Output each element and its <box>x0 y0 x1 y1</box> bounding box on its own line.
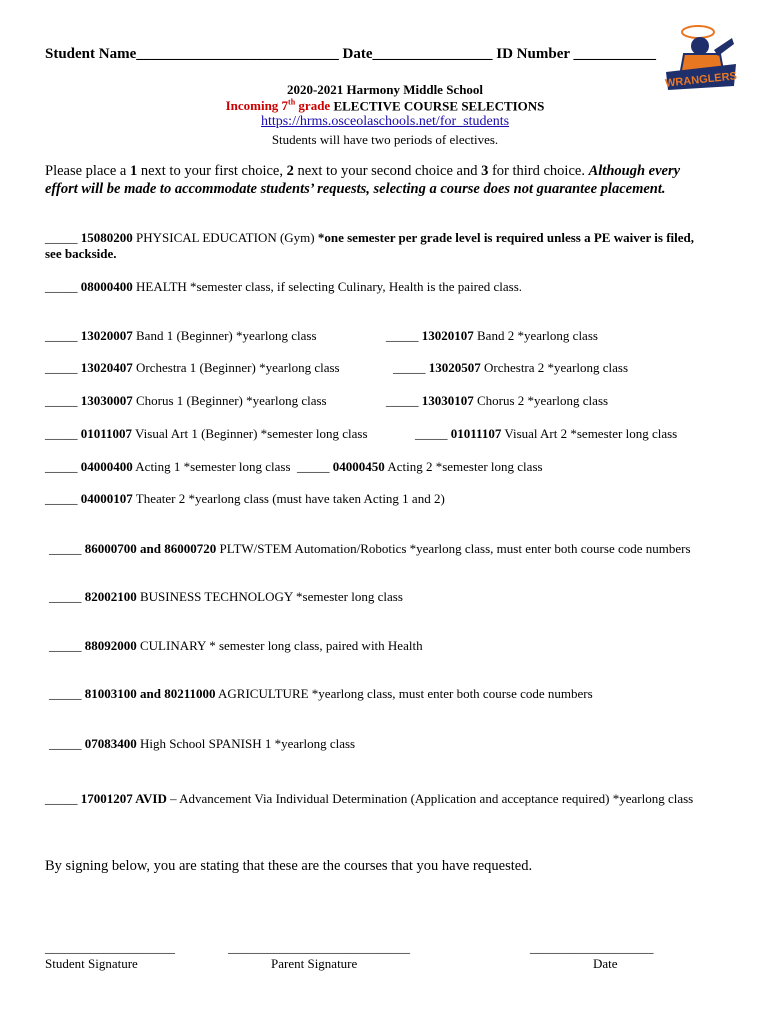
course-agriculture: _____ 81003100 and 80211000 AGRICULTURE *yearlong class, must enter both course code numbers <box>49 686 593 701</box>
course-chorus2: _____ 13030107 Chorus 2 *yearlong class <box>386 393 609 408</box>
date-signature-line[interactable]: ___________________ <box>530 940 654 955</box>
course-theater: _____ 04000107 Theater 2 *yearlong class (must have taken Acting 1 and 2) <box>45 491 445 506</box>
incoming-prefix: Incoming 7 <box>225 98 289 114</box>
choice-blank[interactable]: _____ <box>297 459 330 474</box>
course-avid: _____ 17001207 AVID – Advancement Via Individual Determination (Application and acceptance required) *yearlong class <box>45 791 694 806</box>
id-number-label: ID Number <box>496 46 570 62</box>
choice-blank[interactable]: _____ <box>45 230 78 245</box>
course-pltw: _____ 86000700 and 86000720 PLTW/STEM Automation/Robotics *yearlong class, must enter both course code numbers <box>49 541 691 556</box>
form-title <box>0 98 770 114</box>
student-name-field[interactable]: ___________________________ <box>136 46 339 62</box>
elective-title: ELECTIVE COURSE SELECTIONS <box>330 98 545 114</box>
choice-blank[interactable]: _____ <box>386 328 419 343</box>
choice-blank[interactable]: _____ <box>45 360 78 375</box>
date-field[interactable]: ________________ <box>372 46 493 62</box>
school-title: 2020-2021 Harmony Middle School <box>286 82 484 97</box>
student-signature-label: Student Signature <box>45 956 138 971</box>
id-number-field[interactable]: ___________ <box>573 46 656 62</box>
choice-blank[interactable]: _____ <box>49 686 82 701</box>
course-business-tech: _____ 82002100 BUSINESS TECHNOLOGY *semester long class <box>49 589 403 604</box>
parent-signature-line[interactable]: ____________________________ <box>228 940 410 955</box>
date-signature-label: Date <box>593 956 618 971</box>
incoming-grade: grade <box>295 98 331 114</box>
course-acting: _____ 04000400 Acting 1 *semester long class _____ 04000450 Acting 2 *semester long class <box>45 459 543 474</box>
course-art2: _____ 01011107 Visual Art 2 *semester long class <box>415 426 678 441</box>
choice-blank[interactable]: _____ <box>45 328 78 343</box>
parent-signature-label: Parent Signature <box>271 956 358 971</box>
choice-blank[interactable]: _____ <box>45 459 78 474</box>
choice-blank[interactable]: _____ <box>415 426 448 441</box>
instructions-line2: effort will be made to accommodate students’ requests, selecting a course does not guarantee placement. <box>45 181 666 197</box>
course-band1: _____ 13020007 Band 1 (Beginner) *yearlong class <box>45 328 317 343</box>
course-health: _____ 08000400 HEALTH *semester class, if selecting Culinary, Health is the paired class. <box>45 279 523 294</box>
choice-blank[interactable]: _____ <box>45 393 78 408</box>
course-band2: _____ 13020107 Band 2 *yearlong class <box>386 328 598 343</box>
choice-blank[interactable]: _____ <box>49 736 82 751</box>
course-spanish: _____ 07083400 High School SPANISH 1 *yearlong class <box>49 736 356 751</box>
student-signature-line[interactable]: ____________________ <box>45 940 175 955</box>
pe-note-cont: see backside. <box>45 246 117 261</box>
course-pe: _____ 15080200 PHYSICAL EDUCATION (Gym) *one semester per grade level is required unless a PE waiver is filed, <box>45 230 694 245</box>
student-name-label: Student Name <box>45 46 137 62</box>
signature-statement: By signing below, you are stating that these are the courses that you have requested. <box>45 858 533 874</box>
course-chorus1: _____ 13030007 Chorus 1 (Beginner) *yearlong class <box>45 393 327 408</box>
choice-blank[interactable]: _____ <box>393 360 426 375</box>
incoming-sup: th <box>288 98 296 107</box>
logo-text: WRANGLERS <box>664 70 738 90</box>
choice-blank[interactable]: _____ <box>49 638 82 653</box>
choice-blank[interactable]: _____ <box>386 393 419 408</box>
course-orchestra2: _____ 13020507 Orchestra 2 *yearlong class <box>393 360 629 375</box>
date-label: Date <box>342 46 373 62</box>
instructions-line1: Please place a 1 next to your first choice, 2 next to your second choice and 3 for third choice. Although every <box>45 163 681 179</box>
course-orchestra1: _____ 13020407 Orchestra 1 (Beginner) *yearlong class <box>45 360 340 375</box>
header-fields <box>45 46 656 63</box>
choice-blank[interactable]: _____ <box>45 426 78 441</box>
electives-note: Students will have two periods of electives. <box>271 132 499 147</box>
course-culinary: _____ 88092000 CULINARY * semester long class, paired with Health <box>49 638 423 653</box>
choice-blank[interactable]: _____ <box>45 791 78 806</box>
choice-blank[interactable]: _____ <box>49 589 82 604</box>
school-link[interactable]: https://hrms.osceolaschools.net/for_students <box>260 114 510 129</box>
choice-blank[interactable]: _____ <box>45 279 78 294</box>
course-art1: _____ 01011007 Visual Art 1 (Beginner) *semester long class <box>45 426 368 441</box>
choice-blank[interactable]: _____ <box>49 541 82 556</box>
choice-blank[interactable]: _____ <box>45 491 78 506</box>
